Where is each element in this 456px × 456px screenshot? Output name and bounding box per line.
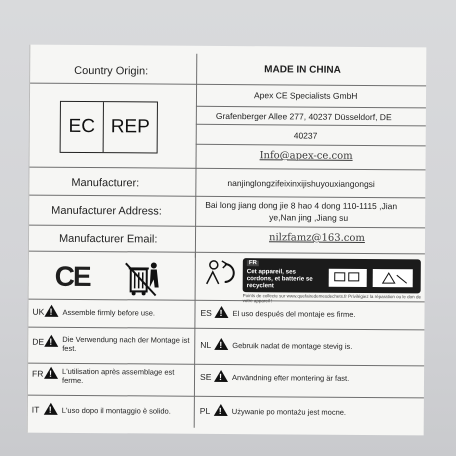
warning-text: Gebruik nadat de montage stevig is. [232,341,353,351]
divider [28,363,424,367]
warning-code: NL [200,339,212,350]
warning-text: Assemble firmly before use. [62,307,156,318]
triman-icon [203,258,243,286]
warning-code: ES [200,307,212,318]
warning-code: PL [199,405,211,416]
ec-text: EC [61,102,104,152]
warning-text: Die Verwendung nach der Montage ist fest. [62,334,190,353]
address-value-1: Bai long jiang dong jie 8 hao 4 dong 110-1115 ,Jian [205,199,398,212]
address-value-2: ye,Nan jing ,Jiang su [269,212,349,223]
divider [196,144,426,147]
divider [28,327,424,331]
warning-text: Användning efter montering är fast. [232,373,350,383]
rep-address: Grafenberger Allee 277, 40237 Düsseldorf, DE [215,110,392,123]
rep-text: REP [110,116,150,138]
weee-bin-icon [123,257,161,297]
divider [29,225,425,229]
triman-panel [243,258,421,293]
divider [30,83,426,87]
rep-zip: 40237 [293,130,318,141]
warning-code: SE [200,371,212,382]
collection-icons [327,263,417,290]
warning-icon [44,367,58,379]
warning-icon [44,403,58,415]
divider [29,251,425,255]
warning-icon [214,338,228,350]
warning-icon [214,306,228,318]
triman-fr: FR [248,260,257,267]
rep-email: Info@apex-ce.com [259,150,353,162]
address-label: Manufacturer Address: [51,204,162,218]
email-value: nilzfamz@163.com [268,232,365,244]
ce-mark: CE [54,260,90,293]
divider [30,167,426,171]
warning-icon [44,305,58,317]
warning-text: L'uso dopo il montaggio è solido. [61,405,171,416]
warning-icon [214,404,228,416]
triman-footer: Points de collecte sur www.quefairedemesdechets.fr Privilégiez la réparation ou le don de votre appareil ! [242,293,421,304]
warning-icon [44,335,58,347]
triman-text: Cet appareil, ses cordons, et batterie se recyclent [246,268,313,290]
warning-code: IT [31,404,40,415]
origin-value: MADE IN CHINA [264,64,341,76]
warning-code: FR [32,368,44,379]
warning-text: El uso después del montaje es firme. [232,309,356,319]
manufacturer-label: Manufacturer: [71,176,140,190]
warning-code: DE [32,336,45,347]
warning-icon [214,370,228,382]
origin-label: Country Origin: [74,64,149,78]
warning-code: UK [32,306,45,317]
manufacturer-value: nanjinglongzifeixinxijishuyouxiangongsi [227,178,375,190]
ec-rep-symbol [60,101,158,154]
divider [196,124,426,127]
divider [196,106,426,109]
divider [29,195,425,199]
warning-text: Używanie po montażu jest mocne. [231,407,347,417]
divider [194,252,196,428]
product-label [27,45,427,436]
email-label: Manufacturer Email: [58,232,158,246]
divider [28,395,424,399]
rep-name: Apex CE Specialists GmbH [253,90,358,101]
warning-text: L'utilisation après assemblage est ferme. [61,366,175,386]
